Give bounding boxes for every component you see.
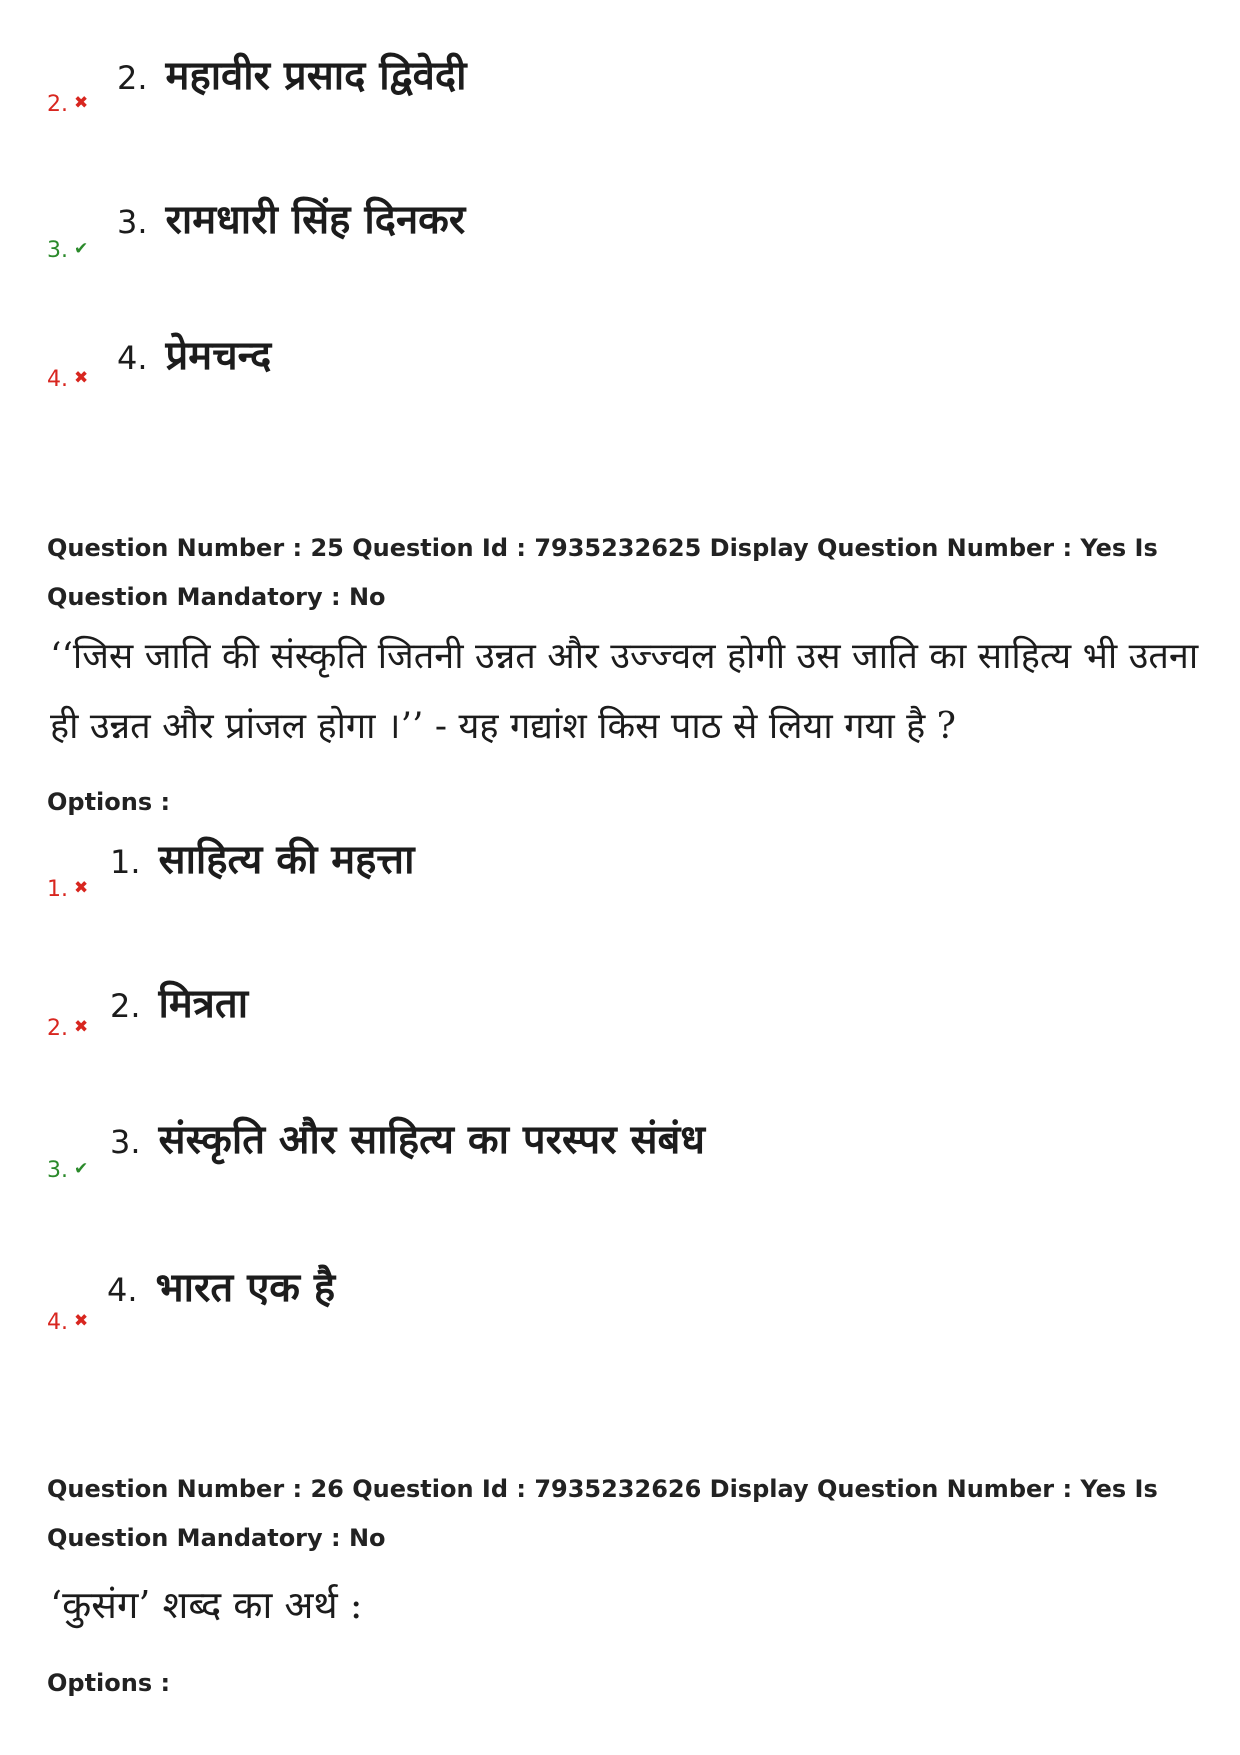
option-number: 4. (107, 1271, 138, 1309)
options-label: Options : (47, 1669, 171, 1697)
option-text: साहित्य की महत्ता (158, 836, 415, 883)
option-number: 2. (117, 59, 148, 97)
option-marker-number: 2. (47, 1016, 68, 1041)
option-marker (47, 1310, 88, 1337)
option-marker-number: 3. (47, 238, 68, 263)
option-content (110, 980, 248, 1030)
option-text: महावीर प्रसाद द्विवेदी (165, 52, 467, 99)
option-text: मित्रता (158, 980, 249, 1027)
option-number: 3. (117, 203, 148, 241)
option-text: भारत एक है (155, 1264, 336, 1311)
option-number: 2. (110, 987, 141, 1025)
option-marker (47, 238, 88, 265)
question-meta: Question Number : 25 Question Id : 7935232625 Display Question Number : Yes Is Question Mandatory : No (47, 534, 1158, 611)
question-meta: Question Number : 26 Question Id : 7935232626 Display Question Number : Yes Is Question Mandatory : No (47, 1475, 1158, 1552)
wrong-icon: ✖ (74, 1017, 89, 1037)
question-text-line-1: ‘‘जिस जाति की संस्कृति जितनी उन्नत और उज्ज्वल होगी उस जाति का साहित्य भी उतना (50, 636, 1199, 677)
option-number: 4. (117, 339, 148, 377)
wrong-icon: ✖ (74, 878, 89, 898)
option-content (110, 836, 414, 886)
wrong-icon: ✖ (74, 1311, 89, 1331)
option-marker (47, 92, 88, 119)
wrong-icon: ✖ (74, 93, 89, 113)
option-marker-number: 1. (47, 877, 68, 902)
option-content (117, 196, 465, 246)
option-marker-number: 4. (47, 1310, 68, 1335)
options-label: Options : (47, 788, 171, 816)
option-marker (47, 367, 88, 394)
option-marker (47, 1016, 88, 1043)
option-content (117, 52, 466, 102)
question-text: ‘कुसंग’ शब्द का अर्थ : (50, 1583, 363, 1627)
option-marker-number: 2. (47, 92, 68, 117)
option-text: संस्कृति और साहित्य का परस्पर संबंध (158, 1116, 705, 1163)
option-content (110, 1116, 705, 1166)
option-marker-number: 4. (47, 367, 68, 392)
wrong-icon: ✖ (74, 368, 89, 388)
question-text-line-2: ही उन्नत और प्रांजल होगा ।’’ - यह गद्यांश किस पाठ से लिया गया है ? (50, 706, 956, 747)
option-marker-number: 3. (47, 1158, 68, 1183)
check-icon: ✔ (74, 1159, 89, 1179)
option-content (107, 1264, 335, 1314)
option-text: प्रेमचन्द (165, 332, 272, 379)
option-text: रामधारी सिंह दिनकर (165, 196, 466, 243)
option-marker (47, 877, 88, 904)
check-icon: ✔ (74, 239, 89, 259)
option-number: 3. (110, 1123, 141, 1161)
option-marker (47, 1158, 88, 1185)
option-number: 1. (110, 843, 141, 881)
option-content (117, 332, 271, 382)
